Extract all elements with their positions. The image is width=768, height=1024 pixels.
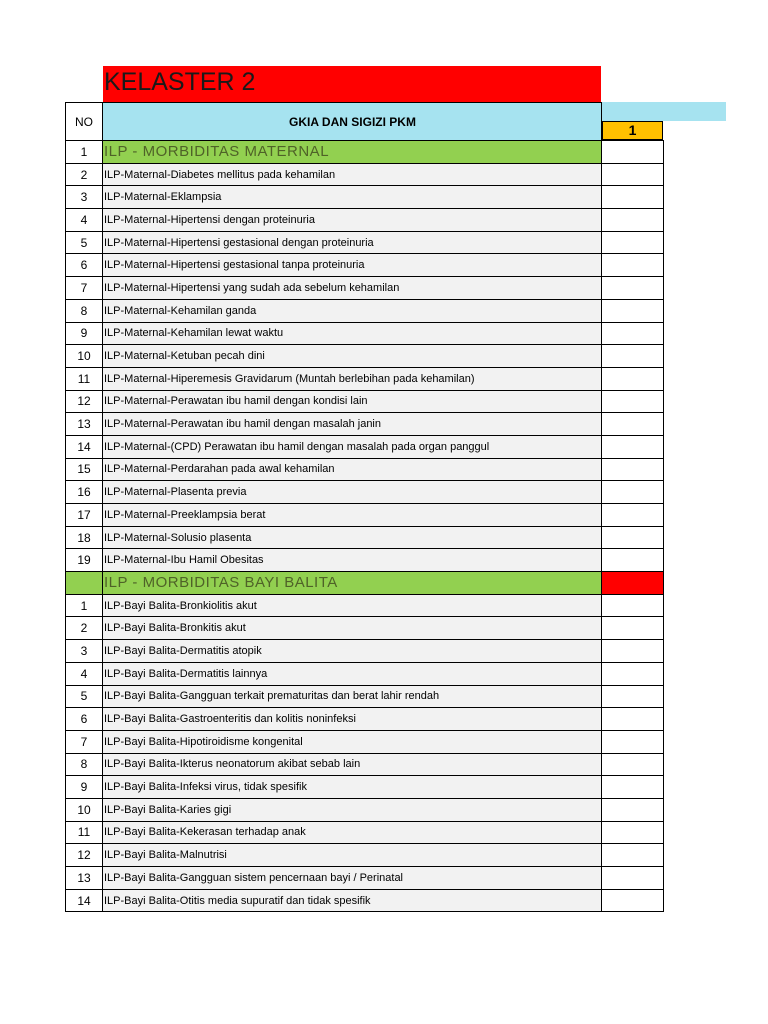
row-label: ILP-Bayi Balita-Hipotiroidisme kongenital (103, 730, 602, 753)
row-number: 14 (66, 435, 103, 458)
row-label: ILP-Bayi Balita-Ikterus neonatorum akibat sebab lain (103, 753, 602, 776)
row-number: 5 (66, 231, 103, 254)
row-number: 12 (66, 844, 103, 867)
row-number: 10 (66, 798, 103, 821)
row-value-cell[interactable] (602, 481, 664, 504)
section-number: 1 (66, 141, 103, 164)
section-value-cell[interactable] (602, 572, 664, 595)
row-value-cell[interactable] (602, 299, 664, 322)
row-label: ILP-Bayi Balita-Gangguan sistem pencernaan bayi / Perinatal (103, 867, 602, 890)
row-label: ILP-Maternal-Preeklampsia berat (103, 504, 602, 527)
row-value-cell[interactable] (602, 685, 664, 708)
row-label: ILP-Maternal-Kehamilan ganda (103, 299, 602, 322)
table-row (66, 322, 664, 345)
row-number: 14 (66, 889, 103, 912)
row-label: ILP-Bayi Balita-Gangguan terkait prematuritas dan berat lahir rendah (103, 685, 602, 708)
table-row (66, 889, 664, 912)
table-row (66, 526, 664, 549)
table-row (66, 776, 664, 799)
row-number: 11 (66, 821, 103, 844)
section-value-cell[interactable] (602, 141, 664, 164)
row-value-cell[interactable] (602, 594, 664, 617)
row-value-cell[interactable] (602, 730, 664, 753)
table-row (66, 504, 664, 527)
row-label: ILP-Bayi Balita-Dermatitis atopik (103, 640, 602, 663)
row-label: ILP-Maternal-Kehamilan lewat waktu (103, 322, 602, 345)
table-row (66, 413, 664, 436)
row-label: ILP-Maternal-Solusio plasenta (103, 526, 602, 549)
row-number: 5 (66, 685, 103, 708)
table-row (66, 345, 664, 368)
row-value-cell[interactable] (602, 867, 664, 890)
row-value-cell[interactable] (602, 708, 664, 731)
row-value-cell[interactable] (602, 889, 664, 912)
row-number: 19 (66, 549, 103, 572)
row-value-cell[interactable] (602, 662, 664, 685)
table-row (66, 730, 664, 753)
row-value-cell[interactable] (602, 277, 664, 300)
row-number: 6 (66, 254, 103, 277)
table-row (66, 594, 664, 617)
row-number: 11 (66, 367, 103, 390)
row-value-cell[interactable] (602, 322, 664, 345)
row-label: ILP-Maternal-Hipertensi gestasional tanpa proteinuria (103, 254, 602, 277)
table-row (66, 617, 664, 640)
row-label: ILP-Maternal-Perawatan ibu hamil dengan masalah janin (103, 413, 602, 436)
row-number: 1 (66, 594, 103, 617)
row-number: 7 (66, 730, 103, 753)
row-label: ILP-Bayi Balita-Otitis media supuratif dan tidak spesifik (103, 889, 602, 912)
row-value-cell[interactable] (602, 345, 664, 368)
row-number: 4 (66, 209, 103, 232)
row-value-cell[interactable] (602, 390, 664, 413)
row-value-cell[interactable] (602, 821, 664, 844)
row-number: 10 (66, 345, 103, 368)
row-label: ILP-Bayi Balita-Kekerasan terhadap anak (103, 821, 602, 844)
row-number: 2 (66, 617, 103, 640)
row-value-cell[interactable] (602, 640, 664, 663)
row-label: ILP-Maternal-Perdarahan pada awal kehamilan (103, 458, 602, 481)
row-label: ILP-Maternal-(CPD) Perawatan ibu hamil dengan masalah pada organ panggul (103, 435, 602, 458)
row-number: 9 (66, 322, 103, 345)
column-header: GKIA DAN SIGIZI PKM (103, 103, 602, 141)
row-value-cell[interactable] (602, 549, 664, 572)
row-value-cell[interactable] (602, 798, 664, 821)
row-label: ILP-Maternal-Hipertensi yang sudah ada sebelum kehamilan (103, 277, 602, 300)
row-label: ILP-Maternal-Hipertensi dengan proteinuria (103, 209, 602, 232)
table-row (66, 481, 664, 504)
table-row (66, 186, 664, 209)
table-header-row (66, 103, 664, 141)
row-label: ILP-Bayi Balita-Bronkitis akut (103, 617, 602, 640)
row-number: 18 (66, 526, 103, 549)
row-label: ILP-Bayi Balita-Infeksi virus, tidak spesifik (103, 776, 602, 799)
row-label: ILP-Maternal-Plasenta previa (103, 481, 602, 504)
row-number: 9 (66, 776, 103, 799)
section-number (66, 572, 103, 595)
table-row (66, 458, 664, 481)
row-value-cell[interactable] (602, 209, 664, 232)
row-value-cell[interactable] (602, 617, 664, 640)
row-value-cell[interactable] (602, 435, 664, 458)
row-value-cell[interactable] (602, 367, 664, 390)
row-number: 17 (66, 504, 103, 527)
row-value-cell[interactable] (602, 413, 664, 436)
row-value-cell[interactable] (602, 526, 664, 549)
row-label: ILP-Bayi Balita-Karies gigi (103, 798, 602, 821)
row-value-cell[interactable] (602, 776, 664, 799)
row-value-cell[interactable] (602, 753, 664, 776)
section-title: ILP - MORBIDITAS MATERNAL (103, 141, 602, 164)
row-number: 12 (66, 390, 103, 413)
table-row (66, 662, 664, 685)
row-value-cell[interactable] (602, 458, 664, 481)
row-label: ILP-Maternal-Perawatan ibu hamil dengan kondisi lain (103, 390, 602, 413)
row-label: ILP-Maternal-Diabetes mellitus pada kehamilan (103, 163, 602, 186)
row-value-cell[interactable] (602, 231, 664, 254)
row-value-cell[interactable] (602, 186, 664, 209)
row-value-cell[interactable] (602, 163, 664, 186)
row-number: 16 (66, 481, 103, 504)
table-row (66, 640, 664, 663)
sheet-title: KELASTER 2 (103, 66, 601, 102)
row-number: 3 (66, 640, 103, 663)
row-number: 3 (66, 186, 103, 209)
table-row (66, 708, 664, 731)
table-row (66, 299, 664, 322)
row-label: ILP-Bayi Balita-Malnutrisi (103, 844, 602, 867)
row-number: 2 (66, 163, 103, 186)
table-row (66, 549, 664, 572)
table-row (66, 277, 664, 300)
table-row (66, 821, 664, 844)
row-number: 8 (66, 753, 103, 776)
row-number: 8 (66, 299, 103, 322)
table-row (66, 867, 664, 890)
row-number: 13 (66, 867, 103, 890)
row-value-cell[interactable] (602, 504, 664, 527)
table-row (66, 209, 664, 232)
table-row (66, 163, 664, 186)
row-label: ILP-Maternal-Hipertensi gestasional dengan proteinuria (103, 231, 602, 254)
table-row (66, 844, 664, 867)
table-row (66, 231, 664, 254)
row-label: ILP-Maternal-Eklampsia (103, 186, 602, 209)
table-row (66, 798, 664, 821)
column-number-cell: 1 (602, 121, 663, 140)
row-value-cell[interactable] (602, 254, 664, 277)
row-number: 15 (66, 458, 103, 481)
table-row (66, 367, 664, 390)
table-row (66, 254, 664, 277)
table-row (66, 435, 664, 458)
row-number: 7 (66, 277, 103, 300)
section-header-row (66, 572, 664, 595)
row-label: ILP-Bayi Balita-Dermatitis lainnya (103, 662, 602, 685)
row-label: ILP-Maternal-Ketuban pecah dini (103, 345, 602, 368)
row-number: 4 (66, 662, 103, 685)
row-number: 6 (66, 708, 103, 731)
table-row (66, 753, 664, 776)
row-label: ILP-Bayi Balita-Gastroenteritis dan kolitis noninfeksi (103, 708, 602, 731)
header-blank (602, 103, 664, 141)
indicator-table (65, 102, 664, 912)
row-label: ILP-Maternal-Hiperemesis Gravidarum (Muntah berlebihan pada kehamilan) (103, 367, 602, 390)
row-label: ILP-Bayi Balita-Bronkiolitis akut (103, 594, 602, 617)
section-title: ILP - MORBIDITAS BAYI BALITA (103, 572, 602, 595)
row-number: 13 (66, 413, 103, 436)
row-value-cell[interactable] (602, 844, 664, 867)
section-header-row (66, 141, 664, 164)
row-label: ILP-Maternal-Ibu Hamil Obesitas (103, 549, 602, 572)
no-header: NO (66, 103, 103, 141)
table-row (66, 390, 664, 413)
table-row (66, 685, 664, 708)
